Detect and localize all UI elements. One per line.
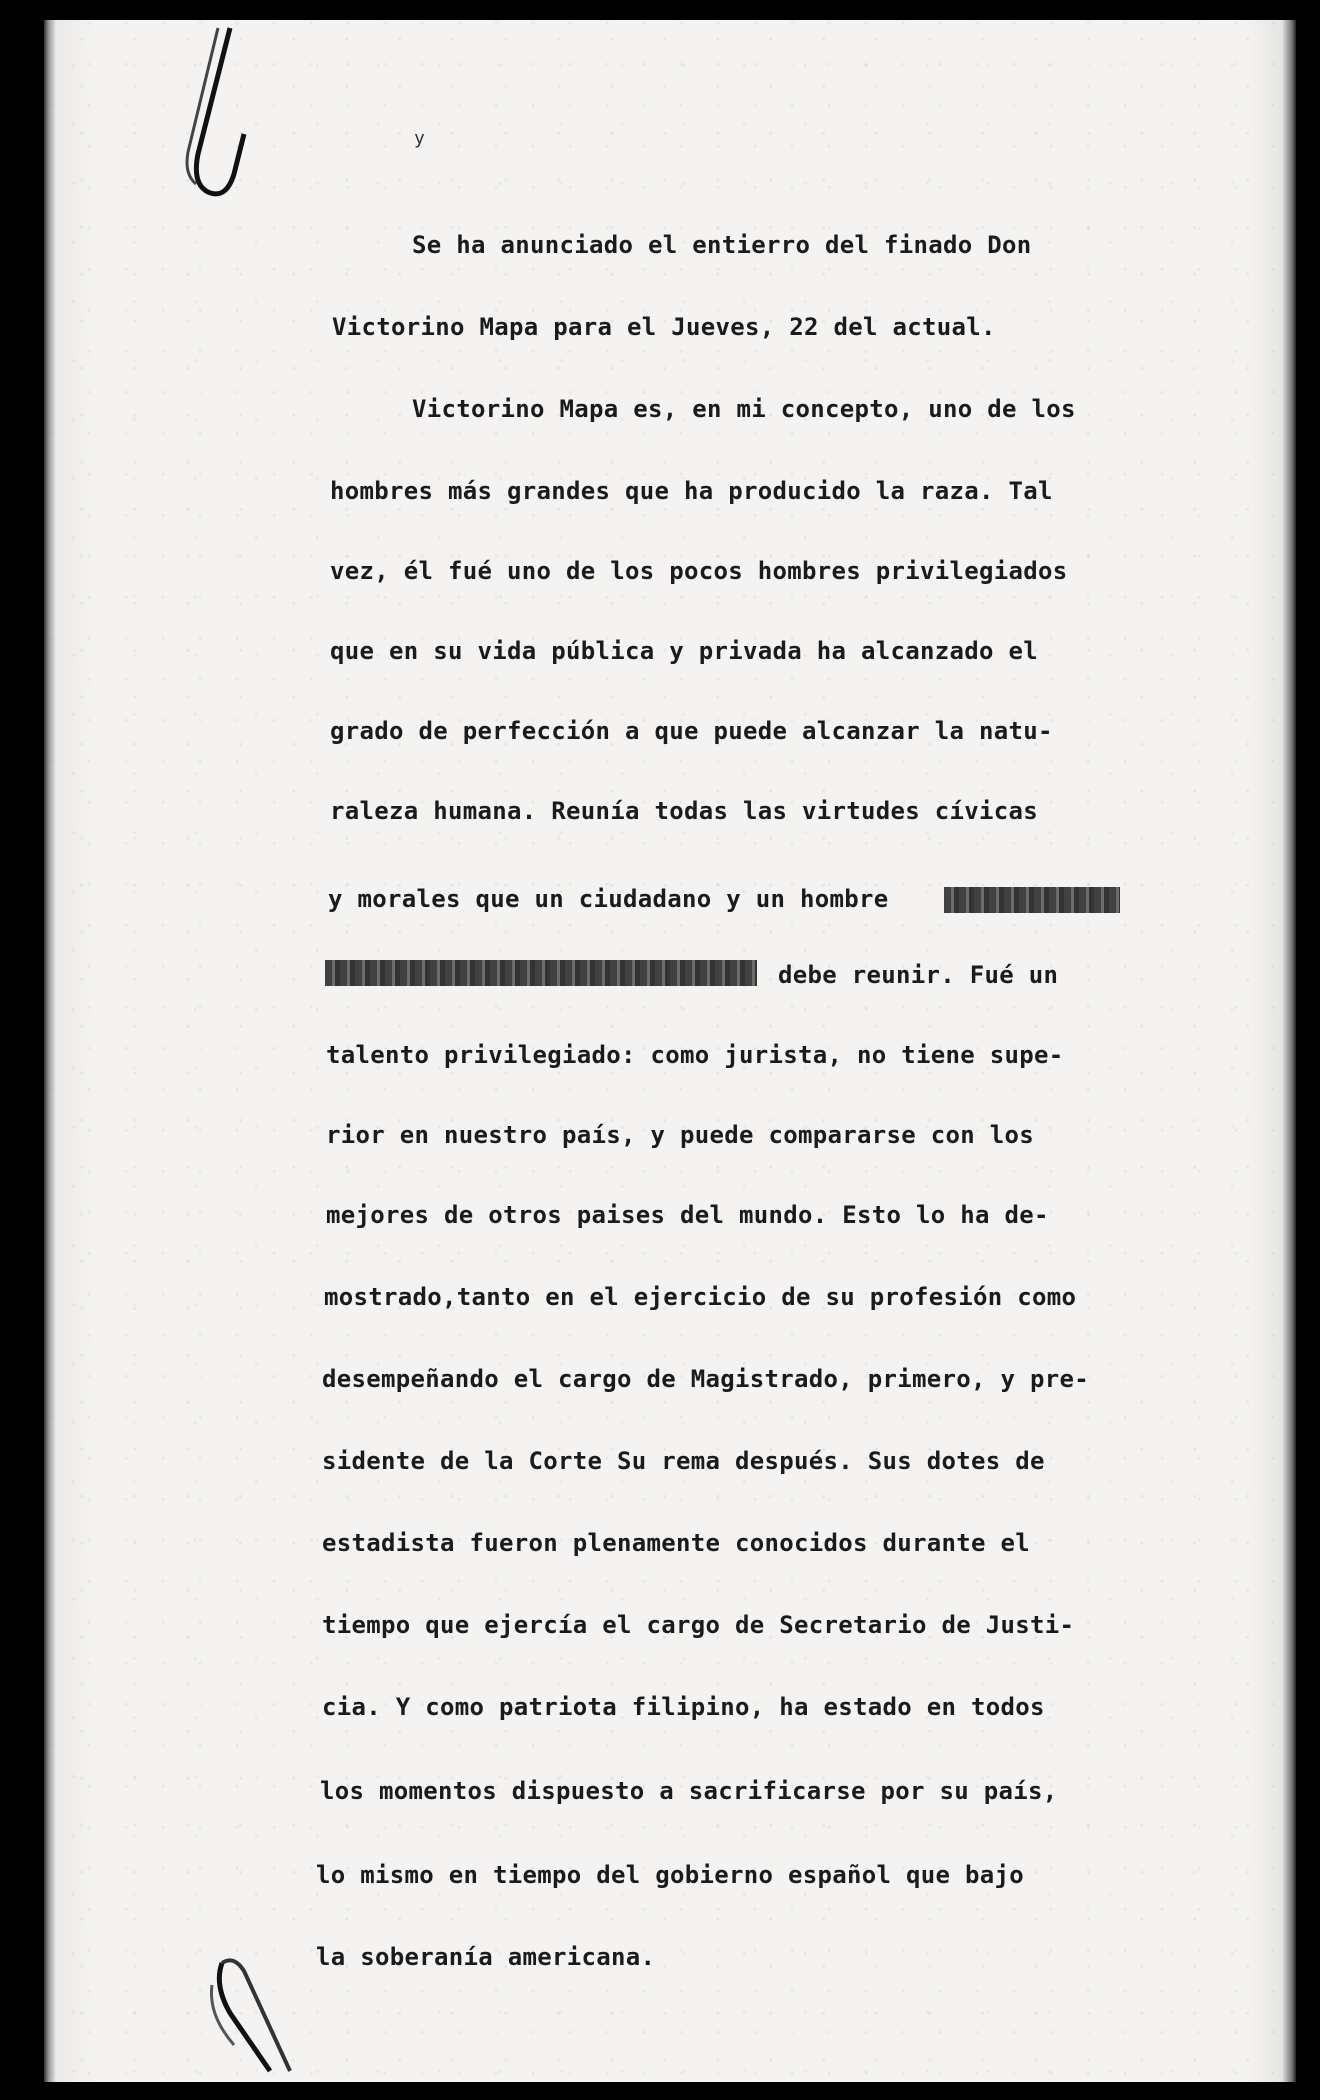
text-line: Se ha anunciado el entierro del finado Don (412, 231, 1032, 259)
text-line: lo mismo en tiempo del gobierno español que bajo (316, 1861, 1024, 1889)
struck-out-typing (944, 887, 1120, 913)
text-line: los momentos dispuesto a sacrificarse por su país, (320, 1777, 1058, 1805)
text-line: hombres más grandes que ha producido la raza. Tal (330, 477, 1053, 505)
text-line: la soberanía americana. (316, 1943, 656, 1971)
text-line: cia. Y como patriota filipino, ha estado en todos (322, 1693, 1045, 1721)
text-line: desempeñando el cargo de Magistrado, primero, y pre- (322, 1365, 1089, 1393)
text-line: que en su vida pública y privada ha alcanzado el (330, 637, 1038, 665)
text-line: rior en nuestro país, y puede compararse con los (326, 1121, 1034, 1149)
text-line: mostrado,tanto en el ejercicio de su profesión como (324, 1283, 1077, 1311)
text-line: raleza humana. Reunía todas las virtudes cívicas (330, 797, 1038, 825)
struck-out-typing (325, 960, 757, 986)
text-line: vez, él fué uno de los pocos hombres privilegiados (330, 557, 1068, 585)
text-line: debe reunir. Fué un (778, 961, 1059, 989)
margin-tick-mark: y (414, 128, 425, 149)
text-line: estadista fueron plenamente conocidos durante el (322, 1529, 1030, 1557)
text-line: mejores de otros paises del mundo. Esto lo ha de- (326, 1201, 1049, 1229)
text-line: Victorino Mapa es, en mi concepto, uno de los (412, 395, 1076, 423)
text-line: grado de perfección a que puede alcanzar la natu- (330, 717, 1053, 745)
text-line: Victorino Mapa para el Jueves, 22 del actual. (332, 313, 996, 341)
text-line: y morales que un ciudadano y un hombre (328, 885, 889, 913)
text-line: talento privilegiado: como jurista, no tiene supe- (326, 1041, 1064, 1069)
text-line: sidente de la Corte Su rema después. Sus dotes de (322, 1447, 1045, 1475)
text-line: tiempo que ejercía el cargo de Secretario de Justi- (322, 1611, 1075, 1639)
